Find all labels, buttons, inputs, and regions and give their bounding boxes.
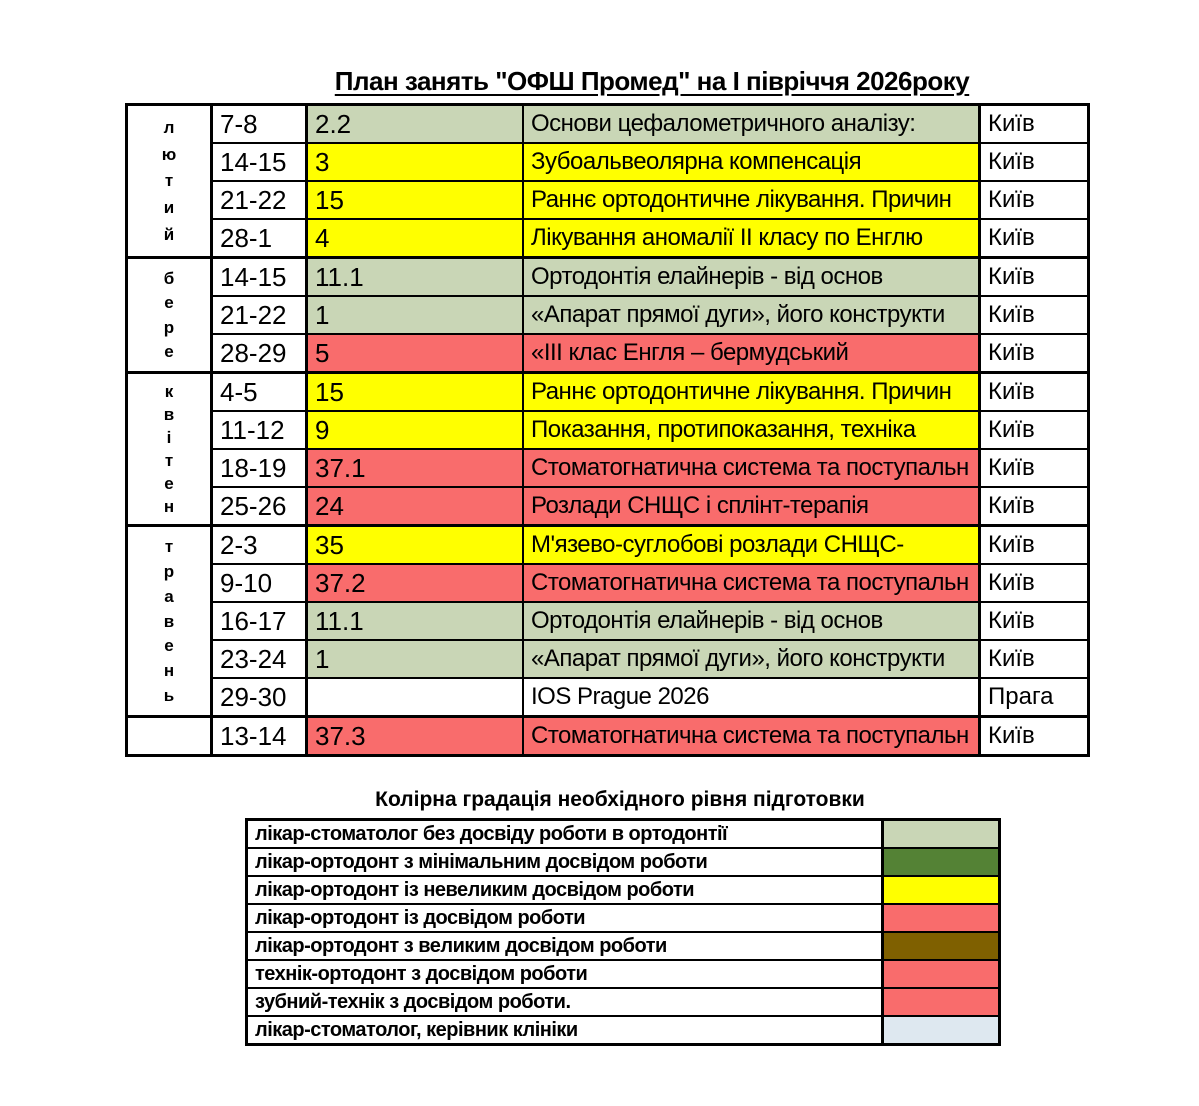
legend-row: [248, 875, 998, 903]
course-number-cell: 4: [308, 220, 524, 256]
city-cell: Київ: [981, 412, 1087, 448]
month-block: [125, 256, 1090, 374]
city-cell: Київ: [981, 565, 1087, 601]
date-range-cell: 7-8: [213, 106, 308, 142]
schedule-row: [213, 563, 1087, 601]
course-title-cell: Ортодонтія елайнерів - від основ: [524, 259, 981, 295]
legend-row: [248, 847, 998, 875]
course-number-cell: 3: [308, 144, 524, 180]
course-number-cell: 35: [308, 527, 524, 563]
date-range-cell: 23-24: [213, 641, 308, 677]
month-letter: й: [163, 225, 175, 245]
city-cell: Київ: [981, 335, 1087, 371]
course-number-cell: 5: [308, 335, 524, 371]
course-number-cell: 1: [308, 641, 524, 677]
month-block-rows: [213, 718, 1087, 754]
course-number-cell: 1: [308, 297, 524, 333]
schedule-row: [213, 486, 1087, 524]
legend-table: [245, 818, 1001, 1046]
course-title-cell: IOS Prague 2026: [524, 679, 981, 715]
city-cell: Київ: [981, 144, 1087, 180]
month-letter: ь: [163, 686, 175, 706]
schedule-row: [213, 259, 1087, 295]
legend-row: [248, 931, 998, 959]
month-letter: е: [164, 293, 174, 313]
month-letter: т: [164, 451, 174, 470]
course-title-cell: Основи цефалометричного аналізу:: [524, 106, 981, 142]
legend-color-swatch: [884, 933, 998, 959]
city-cell: Прага: [981, 679, 1087, 715]
legend-row: [248, 987, 998, 1015]
legend-label: лікар-ортодонт із невеликим досвідом роботи: [248, 877, 884, 903]
schedule-row: [213, 218, 1087, 256]
city-cell: Київ: [981, 374, 1087, 410]
month-label-cell-лютий: [128, 106, 213, 256]
course-title-cell: Раннє ортодонтичне лікування. Причин: [524, 182, 981, 218]
schedule-row: [213, 142, 1087, 180]
month-letter: і: [166, 428, 172, 447]
month-letter: н: [163, 497, 175, 516]
month-letter: л: [163, 117, 175, 137]
month-letter: е: [164, 342, 174, 362]
month-letter: ю: [161, 144, 177, 164]
city-cell: Київ: [981, 182, 1087, 218]
date-range-cell: 18-19: [213, 450, 308, 486]
month-label-cell-березень: [128, 259, 213, 371]
legend-label: лікар-стоматолог без досвіду роботи в ортодонтії: [248, 821, 884, 847]
legend-row: [248, 821, 998, 847]
course-number-cell: 37.1: [308, 450, 524, 486]
schedule-row: [213, 639, 1087, 677]
month-letter: т: [164, 536, 174, 556]
city-cell: Київ: [981, 718, 1087, 754]
month-block-rows: [213, 106, 1087, 256]
schedule-row: [213, 374, 1087, 410]
month-letter: в: [163, 611, 175, 631]
course-number-cell: 37.3: [308, 718, 524, 754]
date-range-cell: 13-14: [213, 718, 308, 754]
date-range-cell: 16-17: [213, 603, 308, 639]
month-label-cell-empty: [128, 718, 213, 754]
schedule-row: [213, 718, 1087, 754]
city-cell: Київ: [981, 603, 1087, 639]
city-cell: Київ: [981, 297, 1087, 333]
month-block: [125, 524, 1090, 718]
month-label-cell-квітень: [128, 374, 213, 524]
course-number-cell: 11.1: [308, 259, 524, 295]
date-range-cell: 2-3: [213, 527, 308, 563]
date-range-cell: 28-1: [213, 220, 308, 256]
schedule-row: [213, 410, 1087, 448]
legend-label: лікар-ортодонт із досвідом роботи: [248, 905, 884, 931]
course-number-cell: [308, 679, 524, 715]
month-letter: н: [163, 661, 175, 681]
schedule-row: [213, 527, 1087, 563]
month-letter: т: [164, 171, 174, 191]
month-letter: б: [163, 268, 175, 288]
schedule-row: [213, 601, 1087, 639]
legend-label: лікар-ортодонт з великим досвідом роботи: [248, 933, 884, 959]
month-block-rows: [213, 259, 1087, 371]
city-cell: Київ: [981, 450, 1087, 486]
month-block: [125, 371, 1090, 527]
course-title-cell: Стоматогнатична система та поступальн: [524, 718, 981, 754]
city-cell: Київ: [981, 488, 1087, 524]
month-letter: и: [163, 198, 175, 218]
date-range-cell: 9-10: [213, 565, 308, 601]
course-number-cell: 15: [308, 182, 524, 218]
month-letter: к: [164, 382, 174, 401]
legend-row: [248, 903, 998, 931]
course-title-cell: Розлади СНЩС і сплінт-терапія: [524, 488, 981, 524]
schedule-row: [213, 333, 1087, 371]
date-range-cell: 14-15: [213, 144, 308, 180]
month-letter: е: [164, 636, 174, 656]
month-letter: в: [163, 405, 175, 424]
schedule-row: [213, 448, 1087, 486]
date-range-cell: 4-5: [213, 374, 308, 410]
course-number-cell: 15: [308, 374, 524, 410]
legend-label: зубний-технік з досвідом роботи.: [248, 989, 884, 1015]
schedule-row: [213, 677, 1087, 715]
legend-color-swatch: [884, 989, 998, 1015]
month-letter: е: [164, 474, 174, 493]
course-title-cell: Стоматогнатична система та поступальн: [524, 565, 981, 601]
legend-title: Колірна градація необхідного рівня підготовки: [375, 788, 865, 811]
legend-color-swatch: [884, 905, 998, 931]
month-letter: а: [164, 586, 174, 606]
month-block: [125, 103, 1090, 259]
schedule-row: [213, 106, 1087, 142]
schedule-row: [213, 180, 1087, 218]
month-letter: р: [163, 317, 175, 337]
legend-row: [248, 959, 998, 987]
legend-color-swatch: [884, 1017, 998, 1043]
date-range-cell: 21-22: [213, 297, 308, 333]
course-title-cell: Зубоальвеолярна компенсація: [524, 144, 981, 180]
course-number-cell: 2.2: [308, 106, 524, 142]
month-label-cell-травень: [128, 527, 213, 715]
legend-label: лікар-стоматолог, керівник клініки: [248, 1017, 884, 1043]
legend-label: лікар-ортодонт з мінімальним досвідом роботи: [248, 849, 884, 875]
course-number-cell: 9: [308, 412, 524, 448]
course-title-cell: Показання, протипоказання, техніка: [524, 412, 981, 448]
city-cell: Київ: [981, 106, 1087, 142]
legend-color-swatch: [884, 821, 998, 847]
month-block-rows: [213, 527, 1087, 715]
legend-row: [248, 1015, 998, 1043]
course-number-cell: 24: [308, 488, 524, 524]
date-range-cell: 25-26: [213, 488, 308, 524]
city-cell: Київ: [981, 220, 1087, 256]
course-title-cell: Раннє ортодонтичне лікування. Причин: [524, 374, 981, 410]
course-title-cell: «ІІІ клас Енгля – бермудський: [524, 335, 981, 371]
legend-color-swatch: [884, 961, 998, 987]
course-title-cell: Лікування аномалії ІІ класу по Енглю: [524, 220, 981, 256]
legend-label: технік-ортодонт з досвідом роботи: [248, 961, 884, 987]
date-range-cell: 21-22: [213, 182, 308, 218]
course-title-cell: «Апарат прямої дуги», його конструкти: [524, 641, 981, 677]
course-title-cell: «Апарат прямої дуги», його конструкти: [524, 297, 981, 333]
course-title-cell: М'язево-суглобові розлади СНЩС-: [524, 527, 981, 563]
city-cell: Київ: [981, 259, 1087, 295]
course-title-cell: Стоматогнатична система та поступальн: [524, 450, 981, 486]
month-letter: р: [163, 561, 175, 581]
course-number-cell: 11.1: [308, 603, 524, 639]
course-number-cell: 37.2: [308, 565, 524, 601]
course-title-cell: Ортодонтія елайнерів - від основ: [524, 603, 981, 639]
date-range-cell: 28-29: [213, 335, 308, 371]
city-cell: Київ: [981, 527, 1087, 563]
page-title: План занять "ОФШ Промед" на І півріччя 2026року: [334, 66, 970, 96]
month-block-rows: [213, 374, 1087, 524]
date-range-cell: 14-15: [213, 259, 308, 295]
city-cell: Київ: [981, 641, 1087, 677]
date-range-cell: 11-12: [213, 412, 308, 448]
date-range-cell: 29-30: [213, 679, 308, 715]
schedule-row: [213, 295, 1087, 333]
legend-color-swatch: [884, 849, 998, 875]
month-block: [125, 715, 1090, 757]
legend-color-swatch: [884, 877, 998, 903]
schedule-table: [125, 103, 1090, 757]
